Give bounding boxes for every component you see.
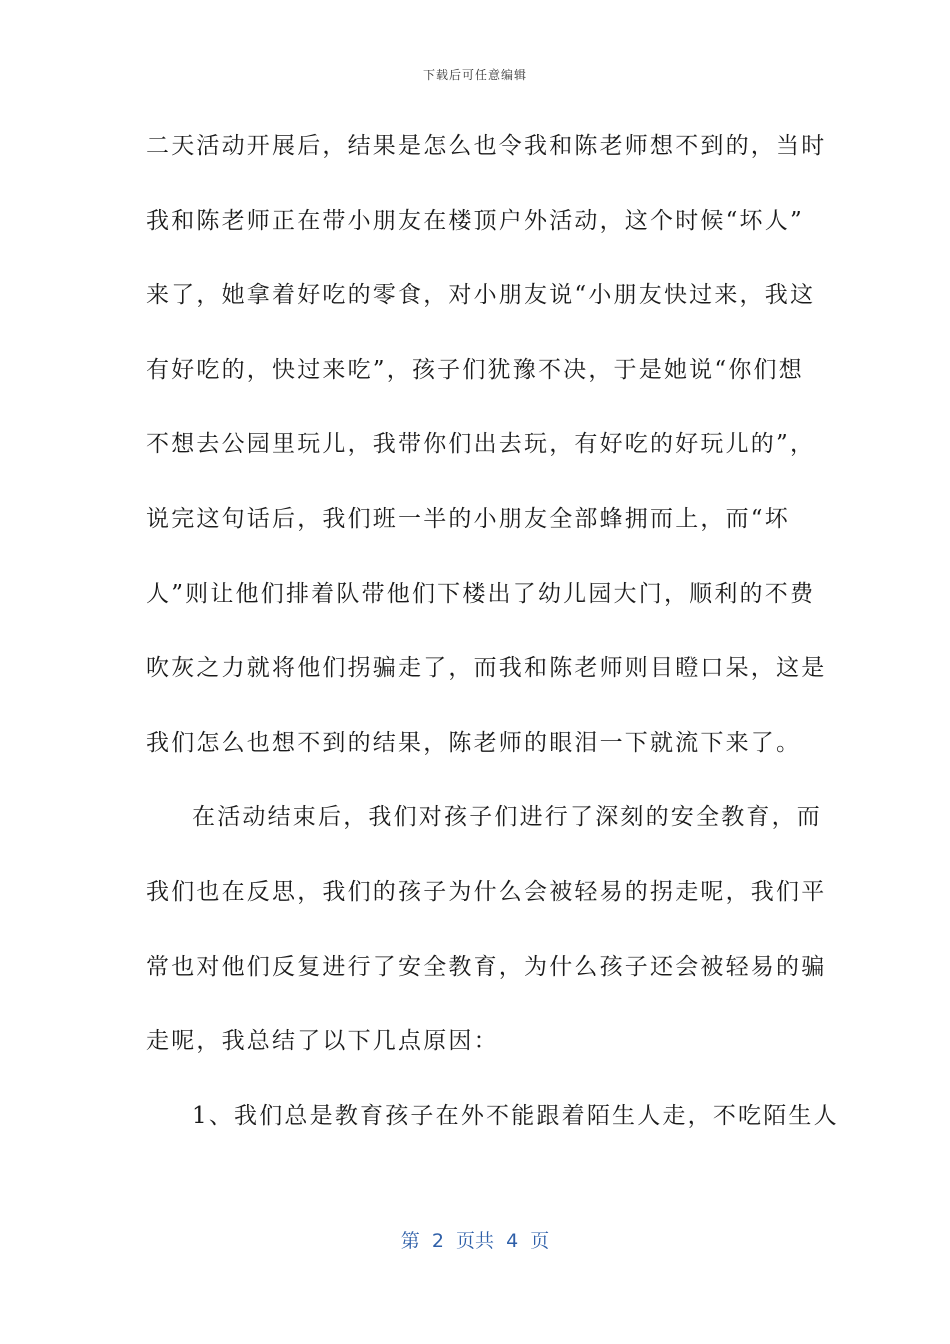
list-item-line: 1、我们总是教育孩子在外不能跟着陌生人走，不吃陌生人 (192, 1102, 839, 1129)
text-line: 二天活动开展后，结果是怎么也令我和陈老师想不到的，当时 (146, 133, 827, 159)
text-line: 走呢，我总结了以下几点原因： (146, 1028, 499, 1055)
text-line: 吹灰之力就将他们拐骗走了，而我和陈老师则目瞪口呆，这是 (146, 655, 827, 682)
text-line: 我们怎么也想不到的结果，陈老师的眼泪一下就流下来了。 (146, 729, 802, 756)
text-line: 不想去公园里玩儿，我带你们出去玩，有好吃的好玩儿的”， (146, 431, 816, 458)
page-number-footer: 第 2 页共 4 页 (400, 1230, 550, 1252)
text-line: 人”则让他们排着队带他们下楼出了幼儿园大门，顺利的不费 (146, 580, 816, 607)
document-body (146, 116, 839, 1160)
text-line: 常也对他们反复进行了安全教育，为什么孩子还会被轻易的骗 (146, 953, 827, 980)
page-header-note: 下载后可任意编辑 (422, 68, 527, 82)
text-line: 来了，她拿着好吃的零食，对小朋友说“小朋友快过来，我这 (146, 282, 816, 309)
text-line: 我和陈老师正在带小朋友在楼顶户外活动，这个时候“坏人” (146, 207, 804, 234)
text-line: 说完这句话后，我们班一半的小朋友全部蜂拥而上，而“坏 (146, 505, 790, 532)
text-line: 有好吃的，快过来吃”，孩子们犹豫不决，于是她说“你们想 (146, 356, 804, 383)
text-line: 我们也在反思，我们的孩子为什么会被轻易的拐走呢，我们平 (146, 878, 827, 905)
paragraph-start-line: 在活动结束后，我们对孩子们进行了深刻的安全教育，而 (192, 804, 822, 831)
